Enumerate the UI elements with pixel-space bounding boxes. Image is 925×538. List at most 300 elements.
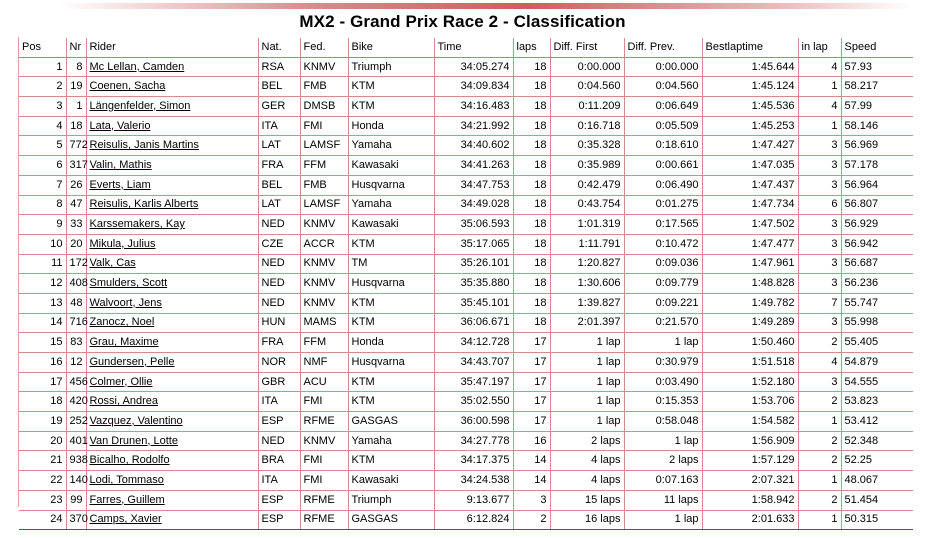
cell-diff-first: 0:04.560	[550, 77, 624, 97]
column-header-diff-prev: Diff. Prev.	[624, 38, 702, 57]
cell-diff-first: 15 laps	[550, 490, 624, 510]
cell-bike: KTM	[348, 97, 434, 117]
cell-diff-first: 2:01.397	[550, 313, 624, 333]
cell-speed: 56.969	[841, 136, 913, 156]
table-row	[19, 510, 913, 530]
cell-pos: 19	[19, 412, 66, 432]
table-header-row	[19, 38, 913, 57]
table-row	[19, 136, 913, 156]
cell-fed: FMI	[300, 392, 348, 412]
cell-nat: BEL	[258, 77, 300, 97]
cell-bestlaptime: 1:49.782	[702, 293, 798, 313]
cell-pos: 22	[19, 471, 66, 491]
cell-in-lap: 2	[798, 490, 841, 510]
cell-diff-prev: 0:09.036	[624, 254, 702, 274]
cell-time: 35:47.197	[434, 372, 513, 392]
cell-bike: GASGAS	[348, 510, 434, 530]
cell-bike: Triumph	[348, 57, 434, 77]
cell-fed: RFME	[300, 510, 348, 530]
cell-diff-prev: 0:03.490	[624, 372, 702, 392]
cell-speed: 54.879	[841, 353, 913, 373]
cell-diff-prev: 0:17.565	[624, 215, 702, 235]
cell-bike: Husqvarna	[348, 274, 434, 294]
cell-nat: GER	[258, 97, 300, 117]
cell-time: 34:49.028	[434, 195, 513, 215]
cell-speed: 55.405	[841, 333, 913, 353]
cell-bestlaptime: 1:45.536	[702, 97, 798, 117]
cell-diff-first: 2 laps	[550, 431, 624, 451]
cell-speed: 58.217	[841, 77, 913, 97]
cell-pos: 10	[19, 234, 66, 254]
cell-diff-prev: 0:06.490	[624, 175, 702, 195]
table-row	[19, 333, 913, 353]
table-row	[19, 57, 913, 77]
rider-link[interactable]: Mikula, Julius	[86, 234, 258, 254]
table-row	[19, 97, 913, 117]
table-row	[19, 156, 913, 176]
table-row	[19, 451, 913, 471]
cell-speed: 57.93	[841, 57, 913, 77]
rider-link[interactable]: Längenfelder, Simon	[86, 97, 258, 117]
cell-fed: FFM	[300, 333, 348, 353]
rider-link[interactable]: Rossi, Andrea	[86, 392, 258, 412]
table-row	[19, 372, 913, 392]
cell-nr: 252	[66, 412, 86, 432]
cell-time: 35:06.593	[434, 215, 513, 235]
cell-fed: RFME	[300, 490, 348, 510]
column-header-fed: Fed.	[300, 38, 348, 57]
column-header-bestlaptime: Bestlaptime	[702, 38, 798, 57]
rider-link[interactable]: Camps, Xavier	[86, 510, 258, 530]
cell-nr: 33	[66, 215, 86, 235]
cell-speed: 56.687	[841, 254, 913, 274]
cell-time: 34:24.538	[434, 471, 513, 491]
cell-laps: 18	[513, 57, 550, 77]
cell-in-lap: 7	[798, 293, 841, 313]
cell-diff-first: 0:35.328	[550, 136, 624, 156]
cell-diff-first: 0:16.718	[550, 116, 624, 136]
cell-time: 36:00.598	[434, 412, 513, 432]
cell-bestlaptime: 1:47.961	[702, 254, 798, 274]
cell-diff-first: 16 laps	[550, 510, 624, 530]
cell-laps: 18	[513, 195, 550, 215]
cell-bestlaptime: 1:47.477	[702, 234, 798, 254]
cell-bike: Yamaha	[348, 431, 434, 451]
cell-diff-prev: 0:06.649	[624, 97, 702, 117]
rider-link[interactable]: Van Drunen, Lotte	[86, 431, 258, 451]
cell-nr: 8	[66, 57, 86, 77]
cell-nr: 83	[66, 333, 86, 353]
cell-in-lap: 3	[798, 136, 841, 156]
cell-diff-prev: 0:09.779	[624, 274, 702, 294]
cell-nr: 20	[66, 234, 86, 254]
cell-nat: ESP	[258, 510, 300, 530]
cell-nat: RSA	[258, 57, 300, 77]
cell-pos: 6	[19, 156, 66, 176]
cell-nr: 18	[66, 116, 86, 136]
cell-bestlaptime: 1:54.582	[702, 412, 798, 432]
cell-diff-first: 0:00.000	[550, 57, 624, 77]
cell-bestlaptime: 1:50.460	[702, 333, 798, 353]
cell-fed: ACU	[300, 372, 348, 392]
table-row	[19, 412, 913, 432]
cell-diff-first: 0:35.989	[550, 156, 624, 176]
cell-fed: KNMV	[300, 293, 348, 313]
cell-bestlaptime: 1:47.734	[702, 195, 798, 215]
cell-speed: 54.555	[841, 372, 913, 392]
cell-time: 34:40.602	[434, 136, 513, 156]
rider-link[interactable]: Vazquez, Valentino	[86, 412, 258, 432]
cell-diff-first: 1:20.827	[550, 254, 624, 274]
cell-diff-first: 1:11.791	[550, 234, 624, 254]
cell-pos: 17	[19, 372, 66, 392]
cell-pos: 13	[19, 293, 66, 313]
cell-bestlaptime: 1:51.518	[702, 353, 798, 373]
cell-nat: FRA	[258, 156, 300, 176]
rider-link[interactable]: Gundersen, Pelle	[86, 353, 258, 373]
cell-time: 35:02.550	[434, 392, 513, 412]
cell-bestlaptime: 1:47.427	[702, 136, 798, 156]
cell-in-lap: 3	[798, 254, 841, 274]
column-header-bike: Bike	[348, 38, 434, 57]
cell-bike: Honda	[348, 116, 434, 136]
cell-speed: 48.067	[841, 471, 913, 491]
cell-in-lap: 1	[798, 412, 841, 432]
cell-nr: 317	[66, 156, 86, 176]
cell-fed: FFM	[300, 156, 348, 176]
column-header-nat: Nat.	[258, 38, 300, 57]
cell-speed: 57.178	[841, 156, 913, 176]
cell-nat: NED	[258, 274, 300, 294]
cell-laps: 3	[513, 490, 550, 510]
cell-bestlaptime: 1:53.706	[702, 392, 798, 412]
cell-time: 35:26.101	[434, 254, 513, 274]
cell-diff-first: 0:43.754	[550, 195, 624, 215]
cell-bike: Yamaha	[348, 136, 434, 156]
cell-fed: FMI	[300, 116, 348, 136]
cell-pos: 4	[19, 116, 66, 136]
table-row	[19, 195, 913, 215]
cell-bike: KTM	[348, 313, 434, 333]
cell-in-lap: 3	[798, 215, 841, 235]
rider-link[interactable]: Walvoort, Jens	[86, 293, 258, 313]
rider-link[interactable]: Valk, Cas	[86, 254, 258, 274]
cell-laps: 17	[513, 372, 550, 392]
cell-bike: KTM	[348, 293, 434, 313]
cell-bestlaptime: 1:49.289	[702, 313, 798, 333]
cell-time: 35:17.065	[434, 234, 513, 254]
cell-pos: 3	[19, 97, 66, 117]
rider-link[interactable]: Coenen, Sacha	[86, 77, 258, 97]
cell-nr: 12	[66, 353, 86, 373]
cell-time: 34:16.483	[434, 97, 513, 117]
cell-diff-prev: 2 laps	[624, 451, 702, 471]
cell-diff-first: 1 lap	[550, 392, 624, 412]
cell-fed: KNMV	[300, 431, 348, 451]
cell-pos: 5	[19, 136, 66, 156]
cell-laps: 14	[513, 451, 550, 471]
cell-fed: NMF	[300, 353, 348, 373]
classification-table	[19, 38, 913, 530]
cell-diff-prev: 0:07.163	[624, 471, 702, 491]
cell-laps: 18	[513, 234, 550, 254]
cell-bike: Husqvarna	[348, 353, 434, 373]
cell-nr: 99	[66, 490, 86, 510]
cell-diff-first: 1:39.827	[550, 293, 624, 313]
cell-speed: 55.747	[841, 293, 913, 313]
cell-nat: ESP	[258, 490, 300, 510]
cell-laps: 17	[513, 412, 550, 432]
cell-speed: 53.823	[841, 392, 913, 412]
table-row	[19, 254, 913, 274]
cell-fed: FMI	[300, 451, 348, 471]
cell-time: 34:05.274	[434, 57, 513, 77]
cell-pos: 9	[19, 215, 66, 235]
cell-in-lap: 2	[798, 451, 841, 471]
cell-fed: FMB	[300, 77, 348, 97]
cell-bike: Kawasaki	[348, 156, 434, 176]
cell-laps: 17	[513, 392, 550, 412]
table-row	[19, 77, 913, 97]
cell-in-lap: 2	[798, 333, 841, 353]
cell-speed: 56.807	[841, 195, 913, 215]
table-row	[19, 471, 913, 491]
cell-in-lap: 3	[798, 274, 841, 294]
cell-diff-prev: 0:58.048	[624, 412, 702, 432]
cell-time: 34:43.707	[434, 353, 513, 373]
cell-nr: 47	[66, 195, 86, 215]
cell-pos: 21	[19, 451, 66, 471]
cell-fed: FMB	[300, 175, 348, 195]
cell-nr: 938	[66, 451, 86, 471]
cell-diff-prev: 0:15.353	[624, 392, 702, 412]
cell-in-lap: 3	[798, 156, 841, 176]
cell-speed: 57.99	[841, 97, 913, 117]
rider-link[interactable]: Valin, Mathis	[86, 156, 258, 176]
cell-laps: 18	[513, 156, 550, 176]
cell-in-lap: 2	[798, 431, 841, 451]
cell-nat: FRA	[258, 333, 300, 353]
cell-speed: 51.454	[841, 490, 913, 510]
cell-diff-first: 4 laps	[550, 451, 624, 471]
rider-link[interactable]: Grau, Maxime	[86, 333, 258, 353]
cell-nat: GBR	[258, 372, 300, 392]
cell-bestlaptime: 1:45.644	[702, 57, 798, 77]
cell-in-lap: 1	[798, 77, 841, 97]
rider-link[interactable]: Lata, Valerio	[86, 116, 258, 136]
cell-speed: 56.236	[841, 274, 913, 294]
cell-nr: 172	[66, 254, 86, 274]
cell-nat: LAT	[258, 195, 300, 215]
table-row	[19, 293, 913, 313]
cell-nr: 716	[66, 313, 86, 333]
cell-bestlaptime: 1:45.253	[702, 116, 798, 136]
cell-bestlaptime: 1:48.828	[702, 274, 798, 294]
cell-laps: 14	[513, 471, 550, 491]
table-row	[19, 313, 913, 333]
cell-laps: 18	[513, 136, 550, 156]
cell-diff-prev: 0:09.221	[624, 293, 702, 313]
table-row	[19, 215, 913, 235]
cell-pos: 14	[19, 313, 66, 333]
cell-pos: 15	[19, 333, 66, 353]
cell-pos: 1	[19, 57, 66, 77]
cell-bike: Honda	[348, 333, 434, 353]
table-row	[19, 116, 913, 136]
table-row	[19, 274, 913, 294]
cell-nat: ITA	[258, 116, 300, 136]
cell-fed: DMSB	[300, 97, 348, 117]
cell-in-lap: 4	[798, 353, 841, 373]
cell-diff-prev: 1 lap	[624, 431, 702, 451]
cell-in-lap: 6	[798, 195, 841, 215]
cell-diff-prev: 1 lap	[624, 510, 702, 530]
rider-link[interactable]: Reisulis, Karlis Alberts	[86, 195, 258, 215]
cell-nr: 48	[66, 293, 86, 313]
cell-in-lap: 2	[798, 392, 841, 412]
cell-in-lap: 1	[798, 116, 841, 136]
cell-bestlaptime: 1:57.129	[702, 451, 798, 471]
cell-nr: 420	[66, 392, 86, 412]
cell-nat: BRA	[258, 451, 300, 471]
cell-pos: 23	[19, 490, 66, 510]
cell-pos: 12	[19, 274, 66, 294]
cell-diff-first: 0:42.479	[550, 175, 624, 195]
cell-fed: RFME	[300, 412, 348, 432]
cell-bike: KTM	[348, 77, 434, 97]
cell-nat: CZE	[258, 234, 300, 254]
cell-diff-prev: 0:21.570	[624, 313, 702, 333]
cell-pos: 20	[19, 431, 66, 451]
cell-nat: LAT	[258, 136, 300, 156]
cell-in-lap: 1	[798, 510, 841, 530]
rider-link[interactable]: Lodi, Tommaso	[86, 471, 258, 491]
cell-diff-prev: 0:05.509	[624, 116, 702, 136]
cell-diff-prev: 0:30.979	[624, 353, 702, 373]
cell-laps: 18	[513, 254, 550, 274]
cell-pos: 8	[19, 195, 66, 215]
rider-link[interactable]: Mc Lellan, Camden	[86, 57, 258, 77]
cell-fed: MAMS	[300, 313, 348, 333]
cell-fed: FMI	[300, 471, 348, 491]
table-row	[19, 431, 913, 451]
column-header-laps: laps	[513, 38, 550, 57]
rider-link[interactable]: Zanocz, Noel	[86, 313, 258, 333]
cell-nat: NOR	[258, 353, 300, 373]
cell-nr: 772	[66, 136, 86, 156]
cell-speed: 50.315	[841, 510, 913, 530]
cell-time: 34:41.263	[434, 156, 513, 176]
cell-laps: 16	[513, 431, 550, 451]
cell-speed: 52.25	[841, 451, 913, 471]
rider-link[interactable]: Everts, Liam	[86, 175, 258, 195]
rider-link[interactable]: Colmer, Ollie	[86, 372, 258, 392]
cell-in-lap: 3	[798, 372, 841, 392]
cell-diff-prev: 1 lap	[624, 333, 702, 353]
cell-laps: 18	[513, 97, 550, 117]
cell-bestlaptime: 2:01.633	[702, 510, 798, 530]
cell-laps: 18	[513, 175, 550, 195]
cell-nr: 408	[66, 274, 86, 294]
cell-laps: 18	[513, 274, 550, 294]
cell-bike: KTM	[348, 372, 434, 392]
cell-fed: KNMV	[300, 274, 348, 294]
cell-speed: 56.964	[841, 175, 913, 195]
cell-speed: 58.146	[841, 116, 913, 136]
cell-diff-first: 1 lap	[550, 372, 624, 392]
column-header-diff-first: Diff. First	[550, 38, 624, 57]
cell-diff-prev: 0:01.275	[624, 195, 702, 215]
column-header-in-lap: in lap	[798, 38, 841, 57]
rider-link[interactable]: Smulders, Scott	[86, 274, 258, 294]
cell-fed: LAMSF	[300, 136, 348, 156]
cell-in-lap: 3	[798, 234, 841, 254]
cell-in-lap: 3	[798, 313, 841, 333]
cell-diff-first: 1:30.606	[550, 274, 624, 294]
cell-time: 6:12.824	[434, 510, 513, 530]
cell-laps: 18	[513, 293, 550, 313]
cell-bike: Yamaha	[348, 195, 434, 215]
cell-time: 9:13.677	[434, 490, 513, 510]
cell-laps: 17	[513, 333, 550, 353]
cell-fed: KNMV	[300, 215, 348, 235]
cell-diff-prev: 0:04.560	[624, 77, 702, 97]
cell-nat: NED	[258, 254, 300, 274]
table-row	[19, 353, 913, 373]
cell-nr: 370	[66, 510, 86, 530]
cell-bestlaptime: 1:56.909	[702, 431, 798, 451]
cell-nat: NED	[258, 431, 300, 451]
cell-diff-prev: 0:00.000	[624, 57, 702, 77]
cell-pos: 7	[19, 175, 66, 195]
cell-nr: 401	[66, 431, 86, 451]
cell-time: 34:09.834	[434, 77, 513, 97]
cell-diff-prev: 0:10.472	[624, 234, 702, 254]
cell-bike: Triumph	[348, 490, 434, 510]
cell-nat: ITA	[258, 471, 300, 491]
cell-bestlaptime: 1:47.035	[702, 156, 798, 176]
cell-bestlaptime: 1:47.502	[702, 215, 798, 235]
cell-pos: 2	[19, 77, 66, 97]
page-title: MX2 - Grand Prix Race 2 - Classification	[299, 12, 626, 31]
cell-in-lap: 3	[798, 175, 841, 195]
rider-link[interactable]: Reisulis, Janis Martins	[86, 136, 258, 156]
cell-diff-first: 1:01.319	[550, 215, 624, 235]
cell-time: 34:21.992	[434, 116, 513, 136]
cell-speed: 53.412	[841, 412, 913, 432]
cell-speed: 55.998	[841, 313, 913, 333]
cell-fed: KNMV	[300, 57, 348, 77]
cell-nr: 140	[66, 471, 86, 491]
cell-diff-prev: 11 laps	[624, 490, 702, 510]
cell-fed: KNMV	[300, 254, 348, 274]
rider-link[interactable]: Bicalho, Rodolfo	[86, 451, 258, 471]
cell-time: 34:17.375	[434, 451, 513, 471]
cell-nat: HUN	[258, 313, 300, 333]
cell-speed: 56.929	[841, 215, 913, 235]
table-row	[19, 234, 913, 254]
rider-link[interactable]: Karssemakers, Kay	[86, 215, 258, 235]
cell-diff-first: 0:11.209	[550, 97, 624, 117]
cell-bike: KTM	[348, 392, 434, 412]
cell-nr: 26	[66, 175, 86, 195]
cell-diff-first: 1 lap	[550, 412, 624, 432]
rider-link[interactable]: Farres, Guillem	[86, 490, 258, 510]
cell-nat: NED	[258, 215, 300, 235]
column-header-time: Time	[434, 38, 513, 57]
cell-time: 34:12.728	[434, 333, 513, 353]
cell-speed: 56.942	[841, 234, 913, 254]
